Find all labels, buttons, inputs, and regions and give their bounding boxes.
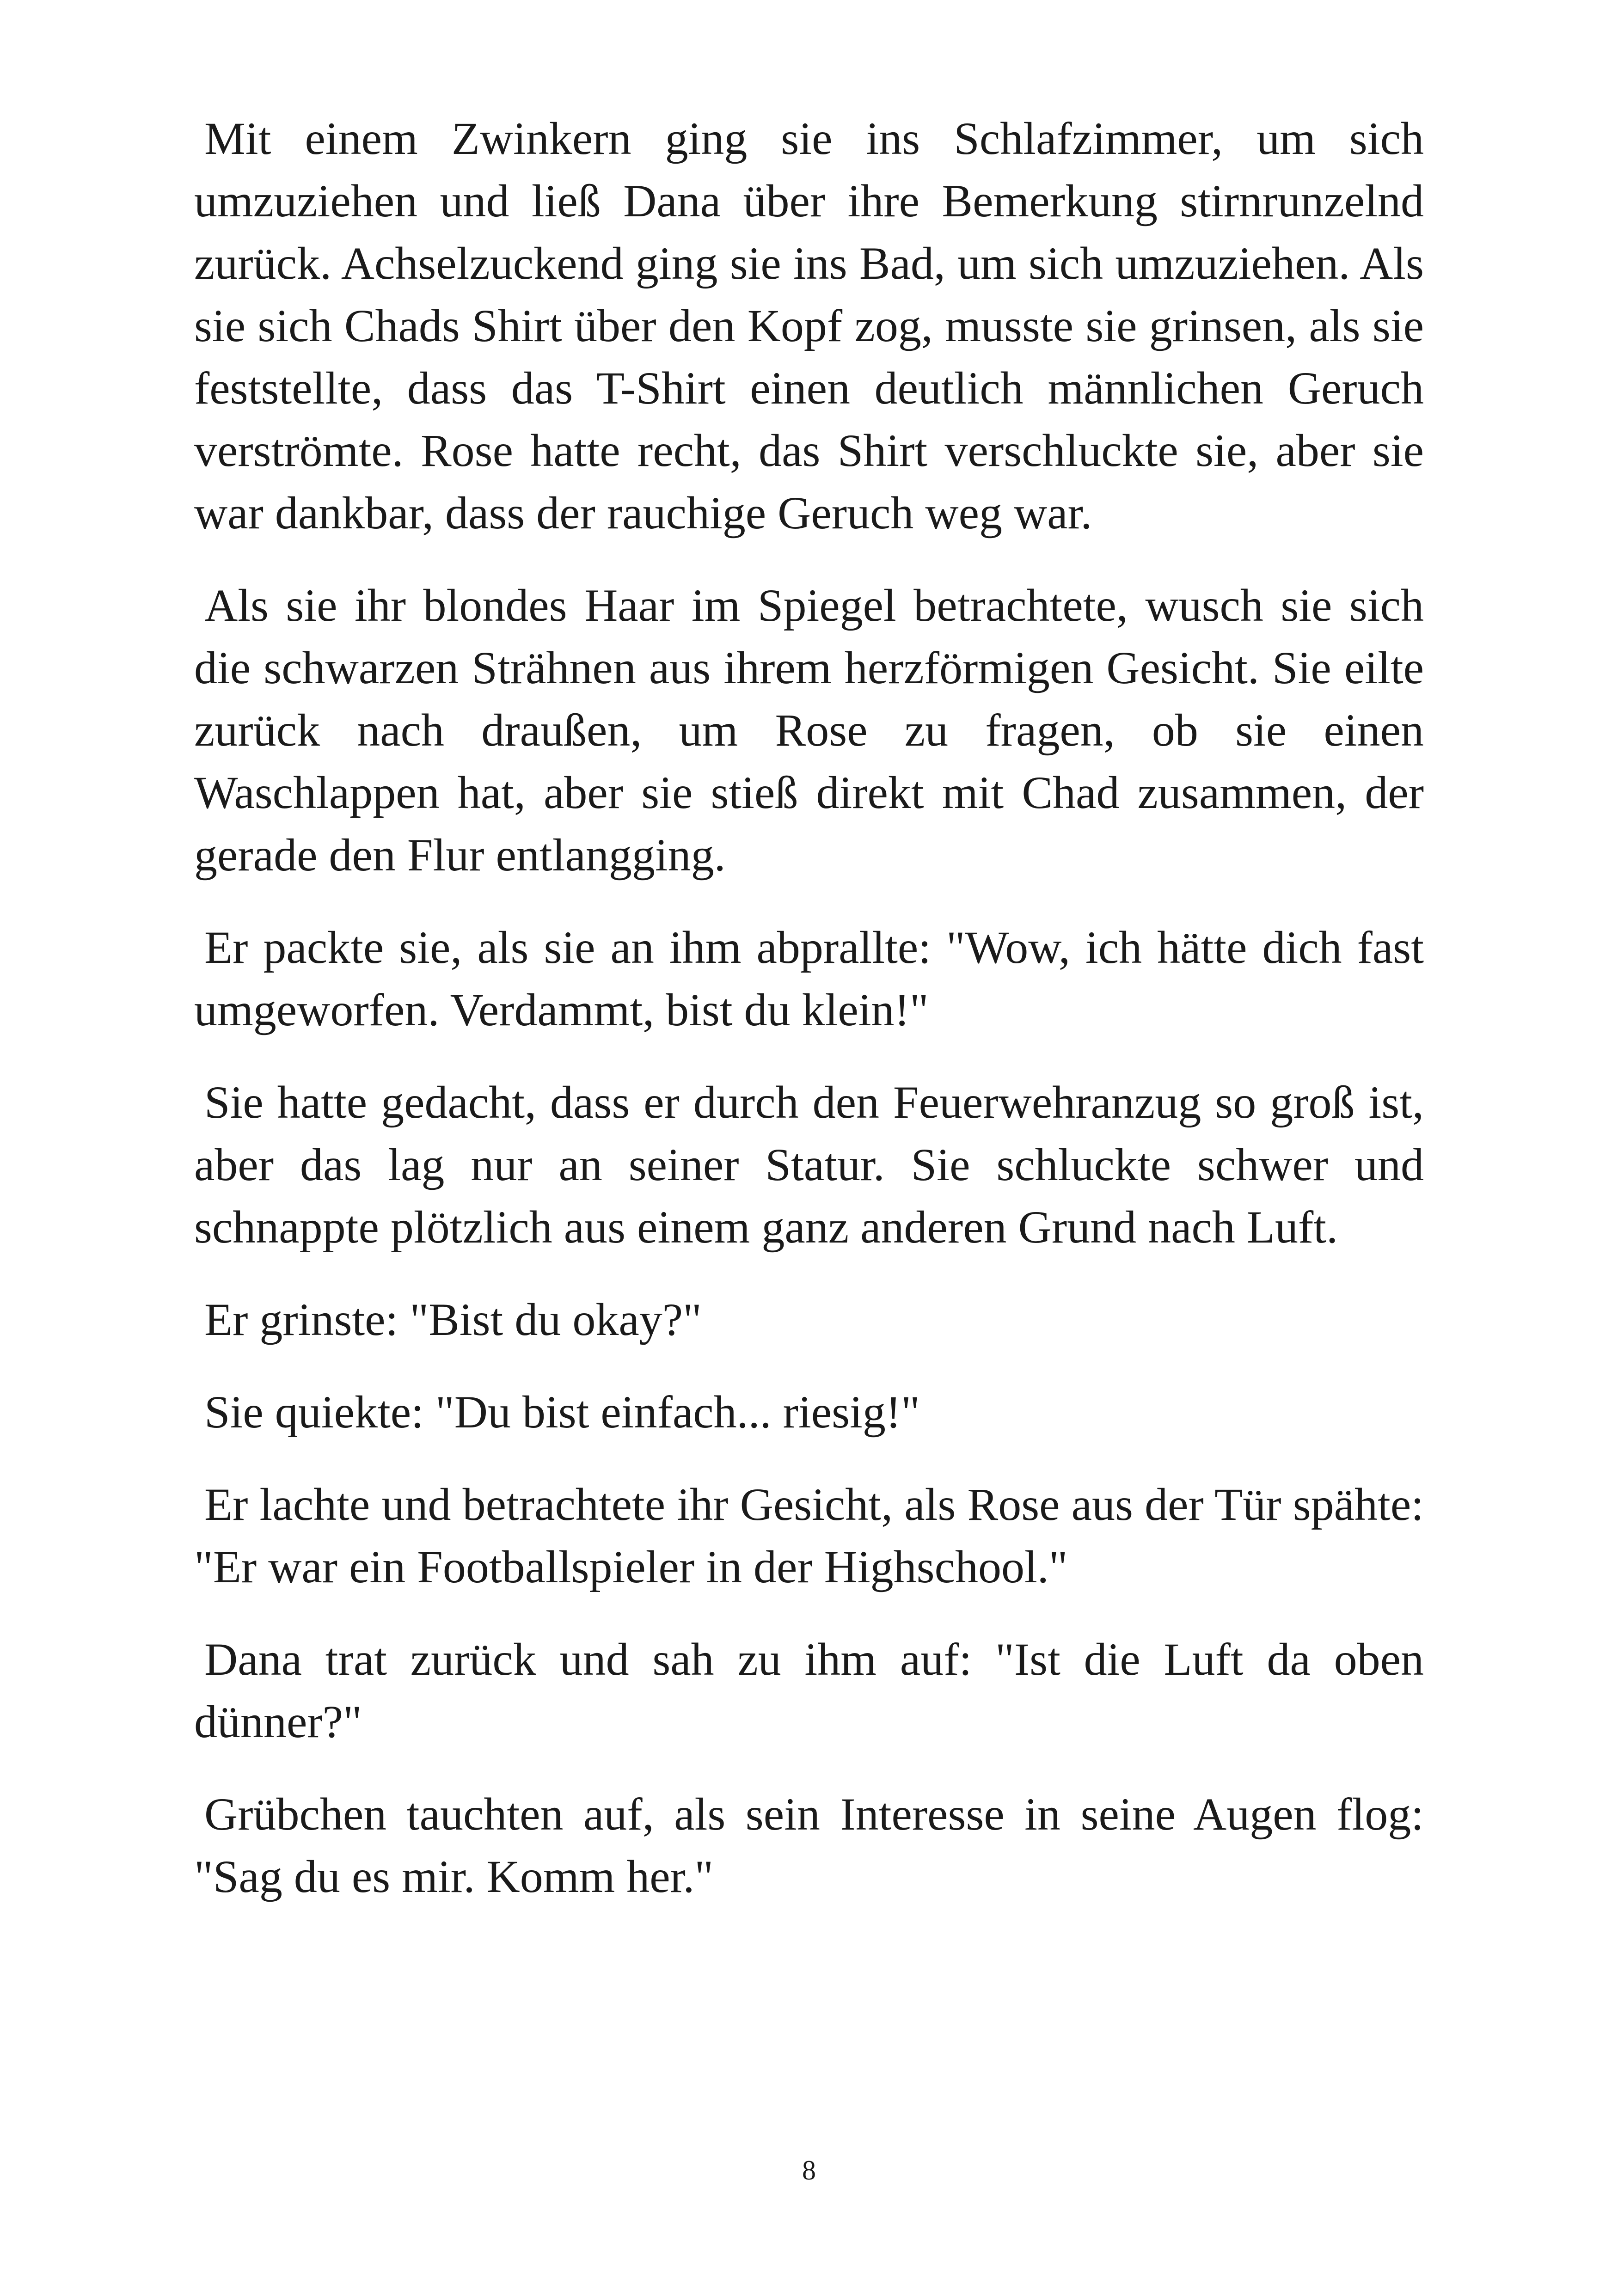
- paragraph: Er lachte und betrachtete ihr Gesicht, als Rose aus der Tür spähte: "Er war ein Footballspieler in der Highschool.": [194, 1479, 1424, 1592]
- paragraph: Er grinste: "Bist du okay?": [204, 1294, 702, 1345]
- paragraph: Grübchen tauchten auf, als sein Interesse in seine Augen flog: "Sag du es mir. Komm her.": [194, 1788, 1424, 1902]
- paragraph: Dana trat zurück und sah zu ihm auf: "Ist die Luft da oben dünner?": [194, 1634, 1424, 1747]
- paragraph: Als sie ihr blondes Haar im Spiegel betrachtete, wusch sie sich die schwarzen Strähnen aus ihrem herzförmigen Gesicht. Sie eilte zurück nach draußen, um Rose zu fragen, ob sie einen Waschlappen hat, aber sie stieß direkt mit Chad zusammen, der gerade den Flur entlangging.: [194, 580, 1424, 881]
- page-body: [194, 107, 1424, 1938]
- paragraph: Mit einem Zwinkern ging sie ins Schlafzimmer, um sich umzuziehen und ließ Dana über ihre Bemerkung stirnrunzelnd zurück. Achselzuckend ging sie ins Bad, um sich umzuziehen. Als sie sich Chads Shirt über den Kopf zog, musste sie grinsen, als sie feststellte, dass das T-Shirt einen deutlich männlichen Geruch verströmte. Rose hatte recht, das Shirt verschluckte sie, aber sie war dankbar, dass der rauchige Geruch weg war.: [194, 113, 1424, 539]
- page-number: 8: [802, 2155, 816, 2186]
- paragraph: Sie quiekte: "Du bist einfach... riesig!": [204, 1386, 920, 1438]
- paragraph: Er packte sie, als sie an ihm abprallte: "Wow, ich hätte dich fast umgeworfen. Verdammt, bist du klein!": [194, 922, 1424, 1035]
- paragraph: Sie hatte gedacht, dass er durch den Feuerwehranzug so groß ist, aber das lag nur an seiner Statur. Sie schluckte schwer und schnappte plötzlich aus einem ganz anderen Grund nach Luft.: [194, 1077, 1424, 1253]
